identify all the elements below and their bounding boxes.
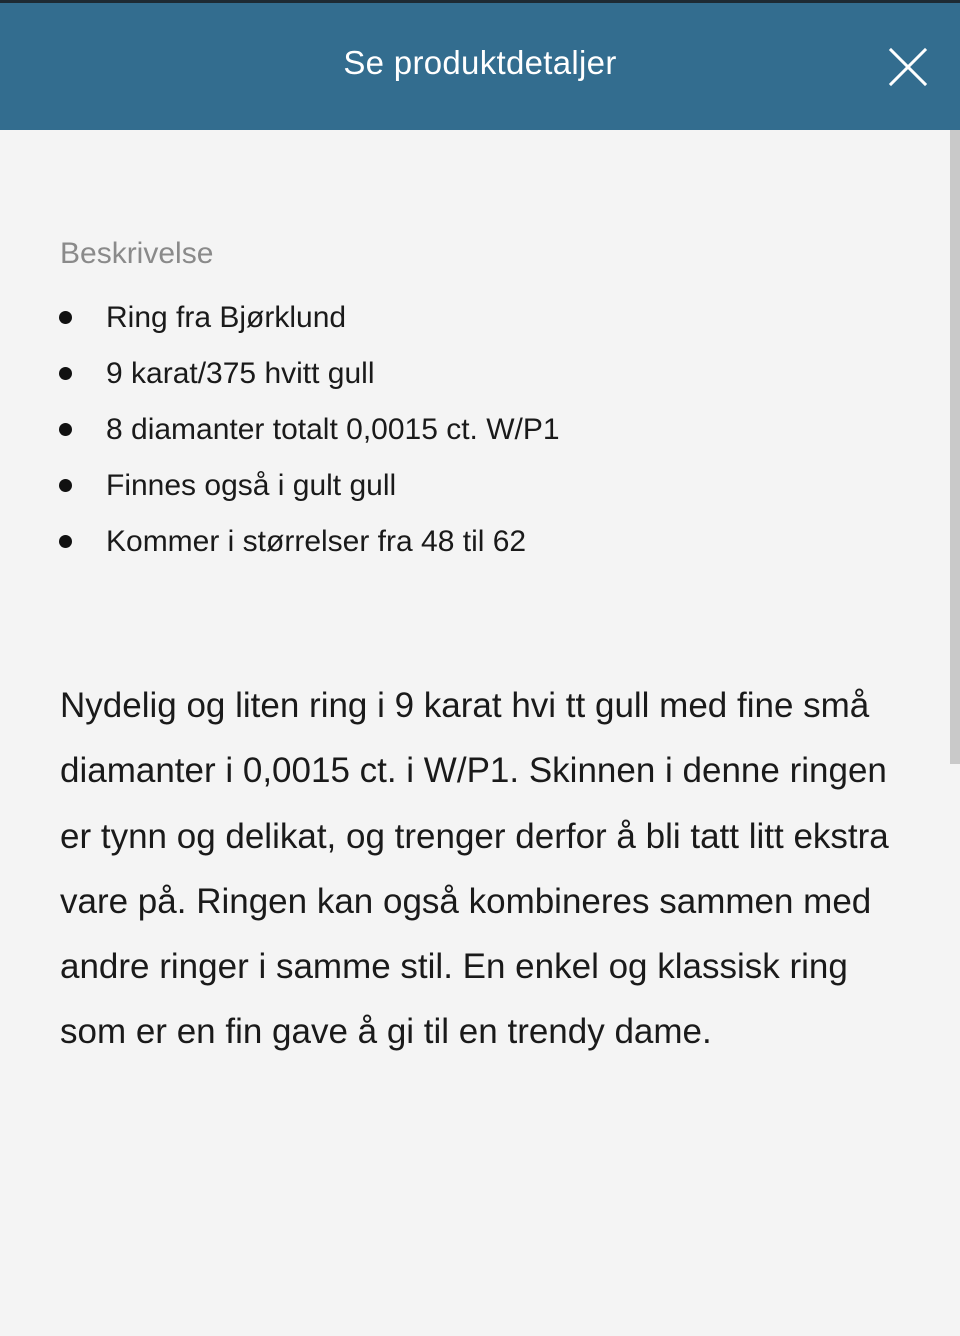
modal-title: Se produktdetaljer (343, 44, 617, 81)
bullet-icon (59, 311, 72, 324)
list-item-text: Kommer i størrelser fra 48 til 62 (106, 525, 527, 558)
scrollbar-thumb[interactable] (950, 130, 960, 764)
modal-content (0, 130, 950, 1336)
modal-header (0, 3, 960, 130)
list-item (56, 464, 560, 520)
description-heading: Beskrivelse (60, 237, 214, 270)
close-icon (888, 47, 928, 87)
list-item (56, 520, 560, 576)
list-item (56, 352, 560, 408)
bullet-icon (59, 479, 72, 492)
description-list (56, 296, 560, 576)
list-item-text: 9 karat/375 hvitt gull (106, 357, 375, 390)
bullet-icon (59, 535, 72, 548)
bullet-icon (59, 423, 72, 436)
list-item-text: Finnes også i gult gull (106, 469, 397, 502)
description-paragraph: Nydelig og liten ring i 9 karat hvi tt gull med fine små diamanter i 0,0015 ct. i W/P1. Skinnen i denne ringen er tynn og delikat, og trenger derfor å bli tatt litt ekstra vare på. Ringen kan også kombineres sammen med andre ringer i samme stil. En enkel og klassisk ring som er en fin gave å gi til en trendy dame. (60, 686, 889, 1052)
list-item-text: Ring fra Bjørklund (106, 301, 347, 334)
bullet-icon (59, 367, 72, 380)
list-item (56, 408, 560, 464)
list-item-text: 8 diamanter totalt 0,0015 ct. W/P1 (106, 413, 560, 446)
list-item (56, 296, 560, 352)
close-button[interactable] (888, 47, 928, 87)
